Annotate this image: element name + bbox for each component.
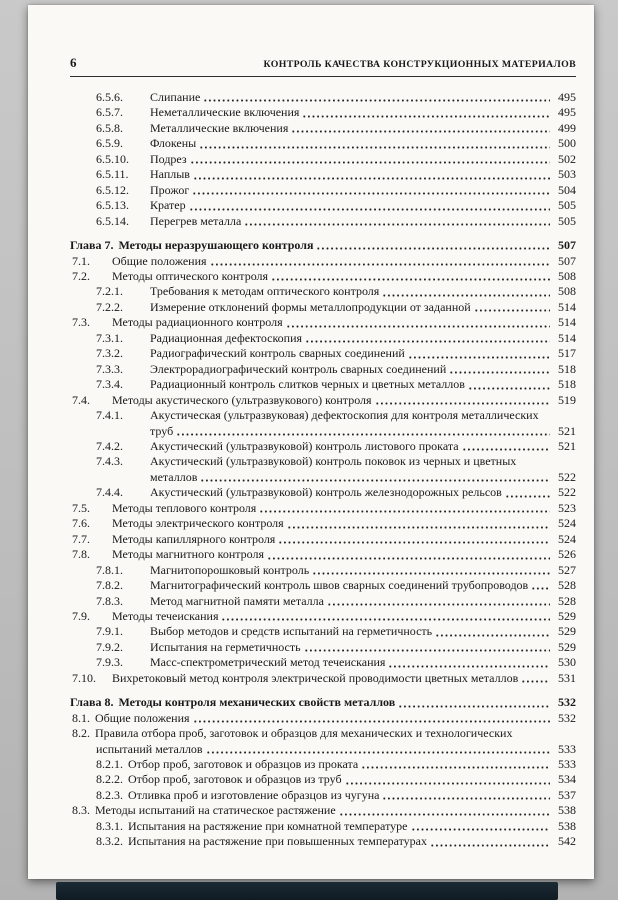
toc-entry-title: Радиационный контроль слитков черных и цветных металлов	[150, 377, 465, 392]
toc-entry-number: 7.4.3.	[96, 454, 123, 469]
toc-entry	[70, 819, 576, 834]
dot-leader	[339, 803, 550, 818]
toc-entry	[70, 121, 576, 136]
toc-entry	[70, 300, 576, 315]
toc-entry	[70, 105, 576, 120]
toc-entry-number: 6.5.6.	[96, 90, 123, 104]
toc-entry-number: 8.2.1.	[96, 757, 123, 772]
toc-entry-number: 8.3.1.	[96, 818, 123, 833]
toc-entry-title: Магнитопорошковый контроль	[150, 562, 310, 577]
toc-entry-title: Отбор проб, заготовок и образцов из проката	[128, 757, 359, 772]
toc-entry	[70, 136, 576, 151]
toc-entry-title: Испытания на герметичность	[150, 639, 301, 654]
toc-entry	[70, 238, 576, 253]
toc-entry-title2: труб	[150, 423, 174, 438]
toc-entry-title: Методы капиллярного контроля	[112, 531, 276, 546]
toc-entry-title: Методы магнитного контроля	[112, 547, 265, 562]
dot-leader	[430, 834, 550, 849]
toc-entry-page: 507	[558, 253, 576, 268]
toc-entry	[70, 532, 576, 547]
dot-leader	[375, 393, 550, 408]
toc-entry-page: 526	[558, 547, 576, 562]
toc-entry-number: 7.7.	[72, 531, 90, 546]
toc-entry-page: 542	[558, 834, 576, 849]
dot-leader	[398, 695, 550, 710]
toc-entry-number: 8.3.	[72, 803, 90, 818]
toc-entry	[70, 269, 576, 284]
toc-entry-page: 495	[558, 105, 576, 120]
toc-entry-page: 505	[558, 198, 576, 213]
page-header	[70, 55, 576, 71]
toc-entry-title: Методы испытаний на статическое растяжение	[95, 803, 336, 818]
dot-leader	[176, 424, 550, 439]
dot-leader	[286, 315, 550, 330]
toc-entry-title: Требования к методам оптического контроля	[150, 284, 380, 299]
toc-entry-number: 8.2.3.	[96, 787, 123, 802]
dot-leader	[267, 547, 550, 562]
toc-entry-title: Общие положения	[95, 710, 190, 725]
dot-leader	[271, 269, 550, 284]
toc-entry-number: 7.8.	[72, 547, 90, 562]
toc-entry-number: 7.2.	[72, 268, 90, 283]
toc-entry	[70, 198, 576, 213]
toc-entry-page: 504	[558, 182, 576, 197]
toc-entry-title: Методы радиационного контроля	[112, 315, 283, 330]
toc-entry-number: Глава 8.	[70, 695, 114, 710]
toc-entry-title: Акустическая (ультразвуковая) дефектоскопия для контроля металлических	[150, 408, 539, 423]
toc-entry	[70, 788, 576, 803]
toc-entry-page: 522	[558, 485, 576, 500]
toc-entry-number: Глава 7.	[70, 238, 114, 253]
toc-entry-number: 8.2.2.	[96, 772, 123, 787]
toc-entry-title: Акустический (ультразвуковой) контроль железнодорожных рельсов	[150, 485, 502, 500]
toc-entry-title: Радиографический контроль сварных соединений	[150, 346, 405, 361]
toc-entry-title: Измерение отклонений формы металлопродукции от заданной	[150, 299, 471, 314]
toc-entry	[70, 501, 576, 516]
dot-leader	[312, 563, 550, 578]
toc-entry-title: Отбор проб, заготовок и образцов из труб	[128, 772, 342, 787]
toc-entry	[70, 377, 576, 392]
toc-entry	[70, 516, 576, 531]
toc-entry-title: Радиационная дефектоскопия	[150, 330, 303, 345]
toc-entry	[70, 485, 576, 500]
toc-entry-title: Акустический (ультразвуковой) контроль листового проката	[150, 438, 459, 453]
dot-leader	[316, 238, 550, 253]
dot-leader	[435, 624, 550, 639]
dot-leader	[278, 532, 550, 547]
toc-entry-title: Слипание	[150, 90, 201, 104]
toc-entry-title: Методы акустического (ультразвукового) контроля	[112, 392, 372, 407]
toc-entry	[70, 671, 576, 686]
dot-leader	[305, 331, 550, 346]
dot-leader	[345, 772, 550, 787]
toc-entry-number: 8.1.	[72, 710, 90, 725]
dot-leader	[210, 254, 550, 269]
toc-entry-continuation	[70, 424, 576, 439]
toc-entry-number: 7.9.2.	[96, 639, 123, 654]
toc-entry	[70, 167, 576, 182]
toc-entry-number: 7.3.2.	[96, 346, 123, 361]
toc-list	[70, 90, 576, 850]
toc-entry-page: 503	[558, 167, 576, 182]
toc-entry-title: Электрорадиографический контроль сварных соединений	[150, 361, 447, 376]
toc-entry-number: 7.3.1.	[96, 330, 123, 345]
toc-entry-page: 507	[558, 238, 576, 253]
toc-entry-number: 7.2.2.	[96, 299, 123, 314]
toc-entry-title: Метод магнитной памяти металла	[150, 593, 324, 608]
dot-leader	[291, 121, 550, 136]
dot-leader	[221, 609, 550, 624]
toc-entry-number: 7.10.	[72, 670, 96, 685]
toc-entry-title2: металлов	[150, 469, 198, 484]
toc-entry-number: 7.3.4.	[96, 377, 123, 392]
toc-entry-title: Выбор методов и средств испытаний на герметичность	[150, 624, 433, 639]
dot-leader	[199, 136, 550, 151]
toc-entry	[70, 640, 576, 655]
dot-leader	[449, 362, 550, 377]
toc-entry-page: 514	[558, 330, 576, 345]
toc-entry	[70, 711, 576, 726]
toc-entry-number: 7.1.	[72, 253, 90, 268]
toc-entry-title: Правила отбора проб, заготовок и образцов для механических и технологических	[95, 726, 513, 741]
toc-entry-number: 7.4.	[72, 392, 90, 407]
toc-entry-number: 6.5.13.	[96, 198, 129, 213]
toc-entry-page: 518	[558, 377, 576, 392]
toc-entry-title: Методы течеискания	[112, 608, 219, 623]
toc-entry-title: Испытания на растяжение при повышенных температурах	[128, 834, 427, 849]
dot-leader	[505, 485, 550, 500]
dot-leader	[382, 284, 550, 299]
dot-leader	[192, 183, 550, 198]
toc-entry-continuation	[70, 470, 576, 485]
toc-entry-page: 519	[558, 392, 576, 407]
toc-entry-title: Акустический (ультразвуковой) контроль поковок из черных и цветных	[150, 454, 517, 469]
dot-leader	[193, 711, 550, 726]
toc-entry-number: 7.2.1.	[96, 284, 123, 299]
toc-entry-number: 7.8.3.	[96, 593, 123, 608]
toc-entry	[70, 90, 576, 105]
toc-entry-page: 532	[558, 695, 576, 710]
toc-entry	[70, 152, 576, 167]
dot-leader	[382, 788, 550, 803]
running-title: КОНТРОЛЬ КАЧЕСТВА КОНСТРУКЦИОННЫХ МАТЕРИАЛОВ	[263, 59, 576, 70]
toc-entry	[70, 284, 576, 299]
toc-entry-title: Методы оптического контроля	[112, 268, 269, 283]
toc-entry	[70, 454, 576, 469]
dot-leader	[408, 346, 550, 361]
toc-entry	[70, 254, 576, 269]
toc-entry-number: 6.5.11.	[96, 167, 129, 182]
toc-entry-page: 499	[558, 120, 576, 135]
toc-entry-number: 7.4.4.	[96, 485, 123, 500]
dot-leader	[327, 594, 550, 609]
toc-entry-title: Методы электрического контроля	[112, 516, 284, 531]
dot-leader	[388, 655, 550, 670]
toc-entry	[70, 726, 576, 741]
dot-leader	[244, 214, 550, 229]
toc-entry-number: 6.5.9.	[96, 136, 123, 151]
toc-entry-page: 514	[558, 299, 576, 314]
toc-entry	[70, 803, 576, 818]
dot-leader	[190, 152, 550, 167]
toc-entry	[70, 563, 576, 578]
toc-entry-number: 7.3.3.	[96, 361, 123, 376]
toc-entry-number: 8.3.2.	[96, 834, 123, 849]
dot-leader	[468, 377, 550, 392]
toc-entry-title: Подрез	[150, 151, 187, 166]
toc-entry-title: Металлические включения	[150, 120, 289, 135]
toc-entry-page: 521	[558, 438, 576, 453]
toc-entry-number: 7.8.2.	[96, 578, 123, 593]
toc-entry-page: 538	[558, 818, 576, 833]
dot-leader	[521, 671, 550, 686]
toc-entry-number: 7.8.1.	[96, 562, 123, 577]
toc-entry	[70, 834, 576, 849]
toc-entry-page: 531	[558, 670, 576, 685]
toc-entry-number: 7.9.	[72, 608, 90, 623]
toc-entry-page: 508	[558, 268, 576, 283]
toc-entry-number: 6.5.10.	[96, 151, 129, 166]
toc-entry-page: 538	[558, 803, 576, 818]
toc-entry-title2: испытаний металлов	[96, 741, 203, 756]
toc-entry	[70, 578, 576, 593]
dot-leader	[531, 578, 550, 593]
toc-entry-page: 528	[558, 593, 576, 608]
toc-entry	[70, 655, 576, 670]
toc-entry-page: 495	[558, 90, 576, 104]
toc-entry-title: Вихретоковый метод контроля электрической проводимости цветных металлов	[112, 670, 519, 685]
toc-entry-number: 6.5.12.	[96, 182, 129, 197]
book-cover-edge	[56, 882, 558, 900]
toc-entry	[70, 183, 576, 198]
toc-entry-page: 524	[558, 516, 576, 531]
toc-entry	[70, 315, 576, 330]
toc-entry-title: Кратер	[150, 198, 186, 213]
toc-entry-number: 7.5.	[72, 500, 90, 515]
toc-entry-number: 7.6.	[72, 516, 90, 531]
toc-entry-page: 533	[558, 757, 576, 772]
toc-entry-page: 518	[558, 361, 576, 376]
toc-entry-page: 522	[558, 469, 576, 484]
toc-entry-title: Отливка проб и изготовление образцов из чугуна	[128, 787, 380, 802]
toc-entry-page: 505	[558, 213, 576, 228]
toc-entry	[70, 408, 576, 423]
dot-leader	[361, 757, 550, 772]
toc-entry-page: 521	[558, 423, 576, 438]
toc-entry-page: 530	[558, 655, 576, 670]
dot-leader	[411, 819, 551, 834]
toc-entry-page: 502	[558, 151, 576, 166]
dot-leader	[304, 640, 550, 655]
toc-entry	[70, 393, 576, 408]
dot-leader	[189, 198, 550, 213]
toc-entry-title: Общие положения	[112, 253, 207, 268]
toc-entry-page: 514	[558, 315, 576, 330]
toc-entry-title: Наплыв	[150, 167, 190, 182]
toc-entry-page: 523	[558, 500, 576, 515]
toc-entry-continuation	[70, 742, 576, 757]
toc-entry-title: Испытания на растяжение при комнатной температуре	[128, 818, 408, 833]
dot-leader	[203, 90, 550, 105]
toc-entry-page: 528	[558, 578, 576, 593]
toc-entry-title: Флокены	[150, 136, 197, 151]
toc-entry-title: Масс-спектрометрический метод течеискания	[150, 655, 386, 670]
toc-entry	[70, 439, 576, 454]
header-rule	[70, 76, 576, 77]
dot-leader	[302, 105, 550, 120]
toc-entry	[70, 362, 576, 377]
toc-entry	[70, 757, 576, 772]
toc-entry	[70, 624, 576, 639]
toc-entry-page: 534	[558, 772, 576, 787]
toc-entry-number: 6.5.8.	[96, 120, 123, 135]
dot-leader	[259, 501, 550, 516]
book-page	[28, 5, 594, 879]
toc-entry-title: Методы теплового контроля	[112, 500, 257, 515]
toc-entry-number: 6.5.7.	[96, 105, 123, 120]
toc-entry-page: 529	[558, 624, 576, 639]
toc-entry-page: 529	[558, 608, 576, 623]
dot-leader	[474, 300, 550, 315]
toc-entry	[70, 609, 576, 624]
toc-entry-title: Магнитографический контроль швов сварных соединений трубопроводов	[150, 578, 529, 593]
toc-entry-title: Методы контроля механических свойств металлов	[118, 695, 396, 710]
dot-leader	[193, 167, 550, 182]
toc-entry-title: Перегрев металла	[150, 213, 242, 228]
dot-leader	[200, 470, 550, 485]
toc-entry-number: 7.9.1.	[96, 624, 123, 639]
toc-entry-number: 7.4.2.	[96, 438, 123, 453]
toc-entry-page: 533	[558, 741, 576, 756]
toc-entry-page: 524	[558, 531, 576, 546]
toc-entry-page: 529	[558, 639, 576, 654]
toc-entry	[70, 772, 576, 787]
toc-entry-title: Методы неразрушающего контроля	[118, 238, 314, 253]
toc-entry	[70, 695, 576, 710]
toc-entry	[70, 346, 576, 361]
toc-entry-title: Прожог	[150, 182, 190, 197]
toc-entry	[70, 547, 576, 562]
toc-entry-page: 517	[558, 346, 576, 361]
toc-entry-number: 6.5.14.	[96, 213, 129, 228]
toc-entry-page: 537	[558, 787, 576, 802]
toc-entry-page: 532	[558, 710, 576, 725]
toc-entry-page: 500	[558, 136, 576, 151]
toc-entry-number: 8.2.	[72, 726, 90, 741]
toc-entry-page: 508	[558, 284, 576, 299]
toc-entry-number: 7.4.1.	[96, 408, 123, 423]
page-number: 6	[70, 55, 77, 70]
dot-leader	[206, 742, 550, 757]
dot-leader	[462, 439, 550, 454]
toc-entry-title: Неметаллические включения	[150, 105, 300, 120]
toc-entry-number: 7.9.3.	[96, 655, 123, 670]
toc-entry	[70, 594, 576, 609]
dot-leader	[287, 516, 550, 531]
toc-entry-number: 7.3.	[72, 315, 90, 330]
toc-entry	[70, 331, 576, 346]
toc-entry-page: 527	[558, 562, 576, 577]
toc-entry	[70, 214, 576, 229]
